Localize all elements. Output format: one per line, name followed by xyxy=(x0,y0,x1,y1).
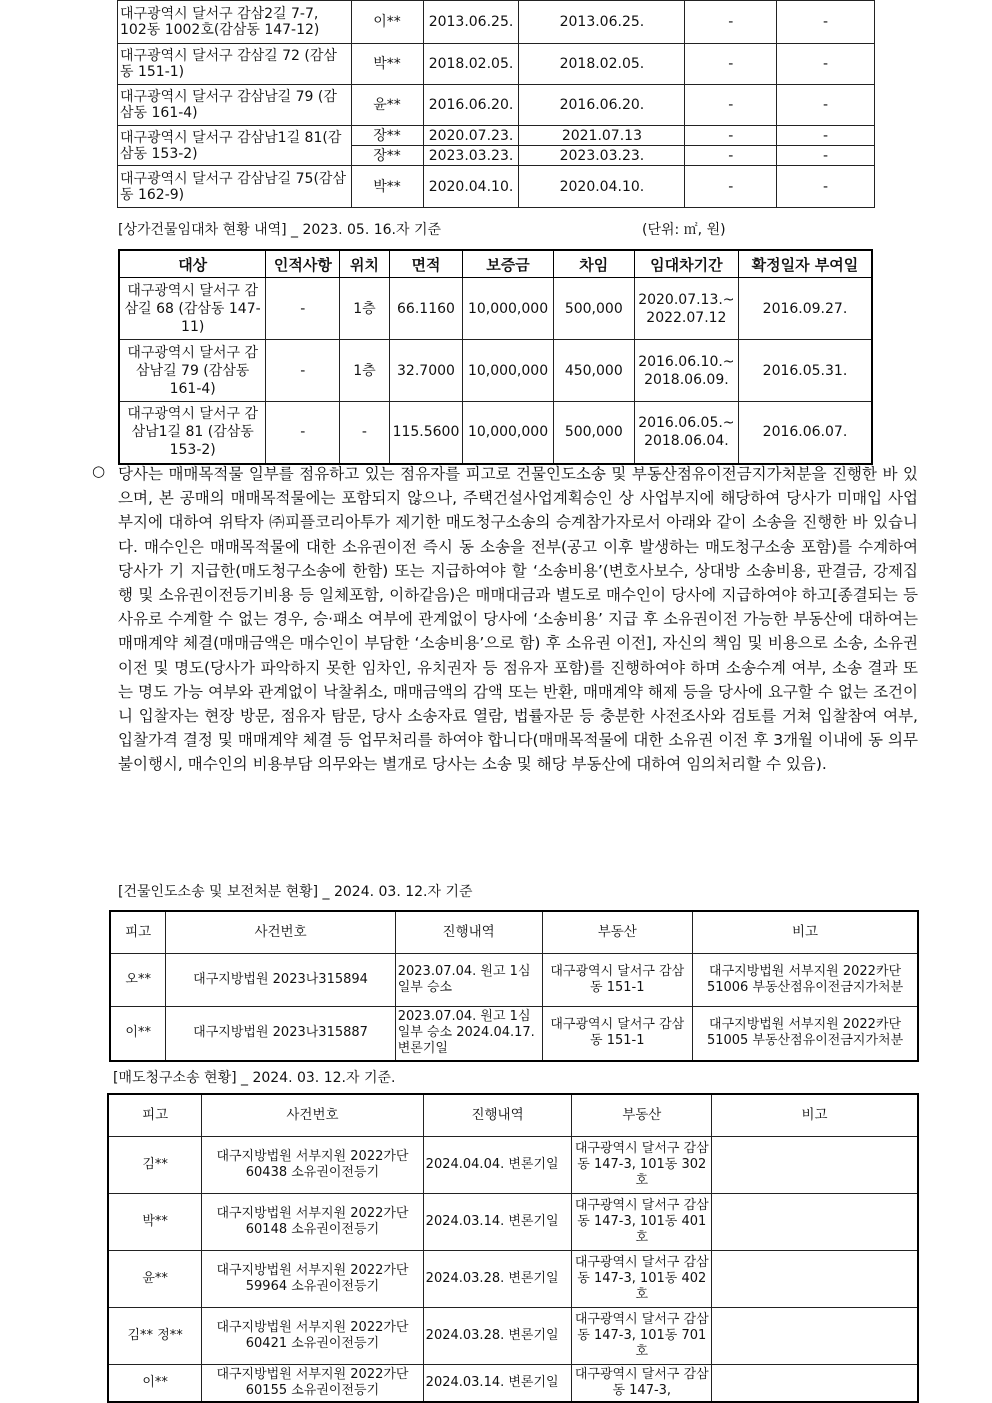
name-cell: 이** xyxy=(351,1,423,44)
table-row xyxy=(110,1006,918,1061)
dash-cell: - xyxy=(777,44,875,85)
period-cell: 2016.06.05.~ 2018.06.04. xyxy=(634,402,738,464)
column-header: 피고 xyxy=(110,911,166,953)
deposit-cell: 10,000,000 xyxy=(463,340,553,402)
lease-table xyxy=(118,249,873,465)
defendant-cell: 이** xyxy=(110,1006,166,1061)
notice-paragraph: 당사는 매매목적물 일부를 점유하고 있는 점유자를 피고로 건물인도소송 및 부동산점유이전금지가처분을 진행한 바 있으며, 본 공매의 매매목적물에는 포함되지 않으나, 주택건설사업계획승인 상 사업부지에 해당하여 당사가 미매입 사업부지에 대하여 위탁자 ㈜피플코리아투가 제기한 매도청구소송의 승계참가자로서 아래와 같이 소송을 진행한 바 있습니다. 매수인은 매매목적물에 대한 소유권이전 즉시 동 소송을 전부(공고 이후 발생하는 매도청구소송 포함)를 수계하여 당사가 기 지급한(매도청구소송에 한함) 또는 지급하여야 할 ‘소송비용’(변호사보수, 상대방 소송비용, 판결금, 강제집행 및 소유권이전등기비용 등 일체포함, 이하같음)은 매매대금과 별도로 매수인이 당사에 지급하여야 하고[종결되는 등 사유로 수계할 수 없는 경우, 승·패소 여부에 관계없이 당사에 ‘소송비용’ 지급 후 소유권이전 가능한 부동산에 대하여는 매매계약 체결(매매금액은 매수인이 부담한 ‘소송비용’으로 함) 후 소유권 이전], 자신의 책임 및 비용으로 소송, 소유권이전 및 명도(당사가 파악하지 못한 임차인, 유치권자 등 점유자 포함)를 진행하여야 하며 소송수계 여부, 소송 결과 또는 명도 가능 여부와 관계없이 낙찰취소, 매매금액의 감액 또는 반환, 매매계약 해제 등을 당사에 요구할 수 없는 조건이니 입찰자는 현장 방문, 점유자 탐문, 당사 소송자료 열람, 법률자문 등 충분한 사전조사와 검토를 거쳐 입찰참여 여부, 입찰가격 결정 및 매매계약 체결 등 업무처리를 하여야 합니다(매매목적물에 대한 소유권 이전 후 3개월 이내에 동 의무 불이행시, 매수인의 비용부담 의무와는 별개로 당사는 소송 및 해당 부동산에 대하여 임의처리할 수 있음). xyxy=(118,465,918,774)
address-cell: 대구광역시 달서구 감삼2길 7-7, 102동 1002호(감삼동 147-12) xyxy=(118,1,352,44)
column-header: 인적사항 xyxy=(266,250,340,278)
date-cell: 2018.02.05. xyxy=(423,44,519,85)
deposit-cell: 10,000,000 xyxy=(463,402,553,464)
bullet-mark: ○ xyxy=(92,462,106,480)
delivery-table xyxy=(109,910,919,1062)
claim-table xyxy=(107,1093,919,1403)
date-cell: 2023.03.23. xyxy=(519,146,685,166)
location-cell: 1층 xyxy=(340,278,389,340)
date-cell: 2016.06.20. xyxy=(519,85,685,126)
rent-cell: 500,000 xyxy=(553,278,634,340)
table-header-row xyxy=(108,1094,918,1136)
note-cell: 대구지방법원 서부지원 2022카단51006 부동산점유이전금지가처분 xyxy=(693,953,918,1006)
column-header: 차임 xyxy=(553,250,634,278)
note-cell xyxy=(712,1250,918,1307)
table-row xyxy=(108,1364,918,1402)
table-row xyxy=(108,1136,918,1193)
table-header-row xyxy=(119,250,872,278)
target-cell: 대구광역시 달서구 감삼남길 79 (감삼동 161-4) xyxy=(119,340,266,402)
note-cell: 대구지방법원 서부지원 2022카단51005 부동산점유이전금지가처분 xyxy=(693,1006,918,1061)
date-cell: 2013.06.25. xyxy=(519,1,685,44)
date-cell: 2013.06.25. xyxy=(423,1,519,44)
name-cell: 박** xyxy=(351,166,423,208)
lease-caption: [상가건물임대차 현황 내역] _ 2023. 05. 16.자 기준 xyxy=(118,222,442,238)
column-header: 임대차기간 xyxy=(634,250,738,278)
case-number-cell: 대구지방법원 서부지원 2022가단60438 소유권이전등기 xyxy=(202,1136,423,1193)
column-header: 사건번호 xyxy=(166,911,395,953)
defendant-cell: 박** xyxy=(108,1193,202,1250)
column-header: 비고 xyxy=(712,1094,918,1136)
date-cell: 2016.06.20. xyxy=(423,85,519,126)
defendant-cell: 오** xyxy=(110,953,166,1006)
fixed-date-cell: 2016.09.27. xyxy=(738,278,872,340)
column-header: 사건번호 xyxy=(202,1094,423,1136)
delivery-caption: [건물인도소송 및 보전처분 현황] _ 2024. 03. 12.자 기준 xyxy=(118,884,473,900)
defendant-cell: 이** xyxy=(108,1364,202,1402)
tenant-table xyxy=(117,0,875,208)
area-cell: 66.1160 xyxy=(389,278,463,340)
note-cell xyxy=(712,1193,918,1250)
address-cell: 대구광역시 달서구 감삼남1길 81(감삼동 153-2) xyxy=(118,126,352,166)
date-cell: 2020.04.10. xyxy=(423,166,519,208)
table-row xyxy=(119,340,872,402)
dash-cell: - xyxy=(685,44,777,85)
location-cell: 1층 xyxy=(340,340,389,402)
rent-cell: 450,000 xyxy=(553,340,634,402)
progress-cell: 2024.04.04. 변론기일 xyxy=(423,1136,572,1193)
address-cell: 대구광역시 달서구 감삼남길 79 (감삼동 161-4) xyxy=(118,85,352,126)
column-header: 피고 xyxy=(108,1094,202,1136)
fixed-date-cell: 2016.06.07. xyxy=(738,402,872,464)
table-row xyxy=(118,126,875,146)
column-header: 대상 xyxy=(119,250,266,278)
column-header: 면적 xyxy=(389,250,463,278)
target-cell: 대구광역시 달서구 감삼남1길 81 (감삼동 153-2) xyxy=(119,402,266,464)
date-cell: 2018.02.05. xyxy=(519,44,685,85)
deposit-cell: 10,000,000 xyxy=(463,278,553,340)
table-row xyxy=(108,1193,918,1250)
name-cell: 장** xyxy=(351,146,423,166)
property-cell: 대구광역시 달서구 감삼동 147-3, 101동 701호 xyxy=(572,1307,712,1364)
property-cell: 대구광역시 달서구 감삼동 151-1 xyxy=(542,953,693,1006)
property-cell: 대구광역시 달서구 감삼동 151-1 xyxy=(542,1006,693,1061)
address-cell: 대구광역시 달서구 감삼길 72 (감삼동 151-1) xyxy=(118,44,352,85)
person-cell: - xyxy=(266,402,340,464)
area-cell: 115.5600 xyxy=(389,402,463,464)
date-cell: 2023.03.23. xyxy=(423,146,519,166)
note-cell xyxy=(712,1136,918,1193)
name-cell: 장** xyxy=(351,126,423,146)
case-number-cell: 대구지방법원 서부지원 2022가단60155 소유권이전등기 xyxy=(202,1364,423,1402)
column-header: 진행내역 xyxy=(423,1094,572,1136)
table-row xyxy=(118,85,875,126)
progress-cell: 2024.03.28. 변론기일 xyxy=(423,1307,572,1364)
progress-cell: 2024.03.14. 변론기일 xyxy=(423,1193,572,1250)
defendant-cell: 윤** xyxy=(108,1250,202,1307)
column-header: 보증금 xyxy=(463,250,553,278)
dash-cell: - xyxy=(777,85,875,126)
defendant-cell: 김** 정** xyxy=(108,1307,202,1364)
table-row xyxy=(119,402,872,464)
progress-cell: 2023.07.04. 원고 1심 일부 승소 2024.04.17. 변론기일 xyxy=(395,1006,542,1061)
claim-caption: [매도청구소송 현황] _ 2024. 03. 12.자 기준. xyxy=(113,1070,396,1086)
table-row xyxy=(118,1,875,44)
column-header: 확정일자 부여일 xyxy=(738,250,872,278)
case-number-cell: 대구지방법원 서부지원 2022가단60148 소유권이전등기 xyxy=(202,1193,423,1250)
period-cell: 2020.07.13.~ 2022.07.12 xyxy=(634,278,738,340)
name-cell: 박** xyxy=(351,44,423,85)
dash-cell: - xyxy=(685,146,777,166)
property-cell: 대구광역시 달서구 감삼동 147-3, 101동 402호 xyxy=(572,1250,712,1307)
dash-cell: - xyxy=(685,1,777,44)
property-cell: 대구광역시 달서구 감삼동 147-3, xyxy=(572,1364,712,1402)
dash-cell: - xyxy=(777,166,875,208)
dash-cell: - xyxy=(685,85,777,126)
period-cell: 2016.06.10.~ 2018.06.09. xyxy=(634,340,738,402)
property-cell: 대구광역시 달서구 감삼동 147-3, 101동 401호 xyxy=(572,1193,712,1250)
dash-cell: - xyxy=(685,126,777,146)
table-row xyxy=(108,1250,918,1307)
person-cell: - xyxy=(266,340,340,402)
note-cell xyxy=(712,1307,918,1364)
date-cell: 2020.04.10. xyxy=(519,166,685,208)
date-cell: 2021.07.13 xyxy=(519,126,685,146)
location-cell: - xyxy=(340,402,389,464)
address-cell: 대구광역시 달서구 감삼남길 75(감삼동 162-9) xyxy=(118,166,352,208)
progress-cell: 2023.07.04. 원고 1심 일부 승소 xyxy=(395,953,542,1006)
name-cell: 윤** xyxy=(351,85,423,126)
date-cell: 2020.07.23. xyxy=(423,126,519,146)
table-row xyxy=(118,44,875,85)
case-number-cell: 대구지방법원 서부지원 2022가단59964 소유권이전등기 xyxy=(202,1250,423,1307)
fixed-date-cell: 2016.05.31. xyxy=(738,340,872,402)
case-number-cell: 대구지방법원 서부지원 2022가단60421 소유권이전등기 xyxy=(202,1307,423,1364)
case-number-cell: 대구지방법원 2023나315894 xyxy=(166,953,395,1006)
dash-cell: - xyxy=(777,1,875,44)
table-row xyxy=(119,278,872,340)
column-header: 진행내역 xyxy=(395,911,542,953)
target-cell: 대구광역시 달서구 감삼길 68 (감삼동 147-11) xyxy=(119,278,266,340)
case-number-cell: 대구지방법원 2023나315887 xyxy=(166,1006,395,1061)
note-cell xyxy=(712,1364,918,1402)
defendant-cell: 김** xyxy=(108,1136,202,1193)
column-header: 위치 xyxy=(340,250,389,278)
table-row xyxy=(118,166,875,208)
person-cell: - xyxy=(266,278,340,340)
lease-unit: (단위: ㎡, 원) xyxy=(642,222,726,238)
column-header: 부동산 xyxy=(542,911,693,953)
table-row xyxy=(108,1307,918,1364)
table-row xyxy=(110,953,918,1006)
progress-cell: 2024.03.28. 변론기일 xyxy=(423,1250,572,1307)
property-cell: 대구광역시 달서구 감삼동 147-3, 101동 302호 xyxy=(572,1136,712,1193)
progress-cell: 2024.03.14. 변론기일 xyxy=(423,1364,572,1402)
table-header-row xyxy=(110,911,918,953)
column-header: 비고 xyxy=(693,911,918,953)
dash-cell: - xyxy=(777,146,875,166)
dash-cell: - xyxy=(777,126,875,146)
area-cell: 32.7000 xyxy=(389,340,463,402)
dash-cell: - xyxy=(685,166,777,208)
rent-cell: 500,000 xyxy=(553,402,634,464)
column-header: 부동산 xyxy=(572,1094,712,1136)
